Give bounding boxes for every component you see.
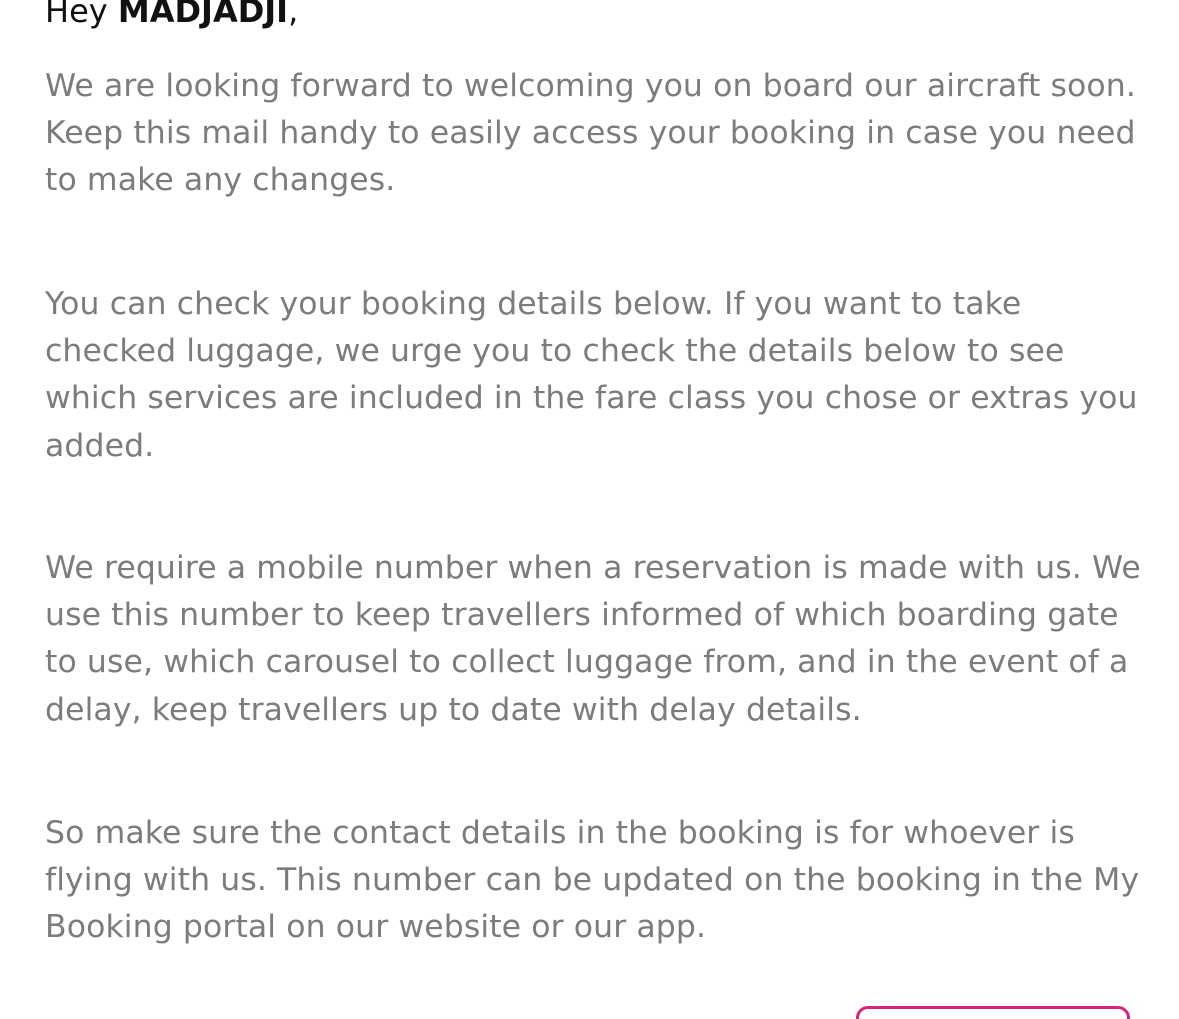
welcome-paragraph: We are looking forward to welcoming you on board our aircraft soon. Keep this mail handy to easily access your booking in case you need to make any changes. — [45, 68, 1136, 199]
greeting-suffix: , — [288, 0, 299, 30]
greeting-prefix: Hey — [45, 0, 118, 30]
greeting — [45, 0, 298, 34]
mobile-number-paragraph: We require a mobile number when a reservation is made with us. We use this number to keep travellers informed of which boarding gate to use, which carousel to collect luggage from, and in the event of a delay, keep travellers up to date with delay details. — [45, 550, 1141, 728]
recipient-name: MADJADJI — [117, 0, 289, 30]
booking-details-paragraph: You can check your booking details below. If you want to take checked luggage, we urge you to check the details below to see which services are included in the fare class you chose or extras you added. — [45, 286, 1138, 464]
contact-details-paragraph: So make sure the contact details in the booking is for whoever is flying with us. This number can be updated on the booking in the My Booking portal on our website or our app. — [45, 815, 1140, 946]
cta-button[interactable] — [856, 1006, 1130, 1019]
